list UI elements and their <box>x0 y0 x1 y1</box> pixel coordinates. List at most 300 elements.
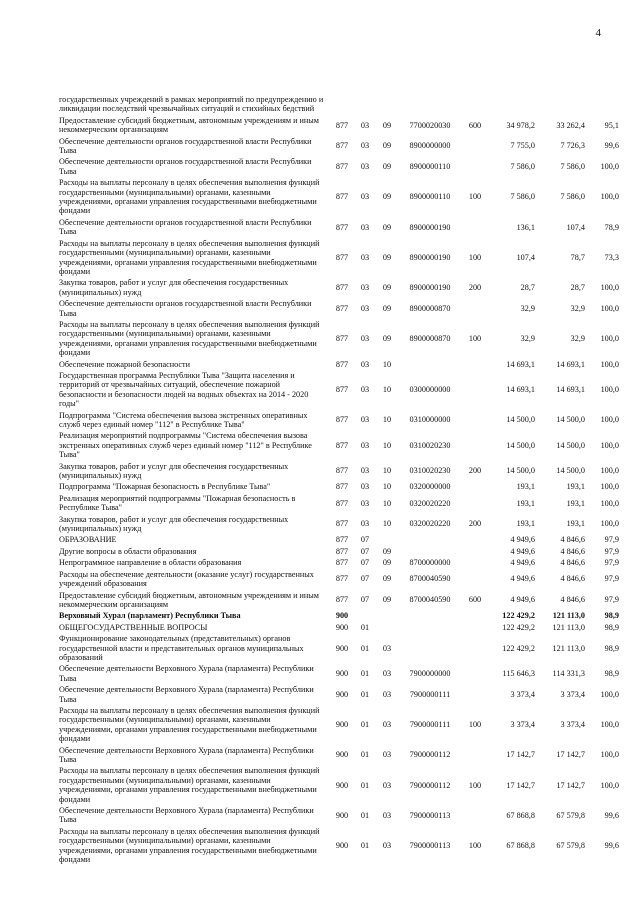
table-row <box>58 299 620 320</box>
admin-code: 877 <box>335 498 349 508</box>
subsection-code: 09 <box>382 222 392 232</box>
planned-amount: 14 500,0 <box>506 466 535 476</box>
target-article-code: 0310020230 <box>409 440 451 450</box>
actual-amount: 7 726,3 <box>560 141 585 151</box>
target-article-code: 8700000000 <box>409 558 451 568</box>
execution-percent: 78,9 <box>604 222 619 232</box>
actual-amount: 3 373,4 <box>560 689 585 699</box>
expense-type-code: 100 <box>468 334 482 344</box>
table-row <box>58 570 620 591</box>
table-row <box>58 558 620 569</box>
table-row <box>58 360 620 371</box>
target-article-code: 8900000190 <box>409 252 451 262</box>
section-code: 01 <box>360 780 370 790</box>
planned-amount: 17 142,7 <box>506 780 535 790</box>
admin-code: 877 <box>335 334 349 344</box>
actual-amount: 193,1 <box>566 519 585 529</box>
admin-code: 900 <box>335 720 349 730</box>
actual-amount: 121 113,0 <box>552 611 585 621</box>
actual-amount: 7 586,0 <box>560 162 585 172</box>
actual-amount: 4 846,6 <box>560 574 585 584</box>
expense-type-code <box>462 137 488 158</box>
section-code: 03 <box>360 334 370 344</box>
section-code: 07 <box>360 595 370 605</box>
item-name: Обеспечение пожарной безопасности <box>59 359 191 369</box>
planned-amount: 3 373,4 <box>510 689 535 699</box>
item-name: Подпрограмма "Пожарная безопасность в Республике Тыва" <box>59 482 271 492</box>
target-article-code: 7900000113 <box>409 840 451 850</box>
expense-type-code <box>462 570 488 591</box>
item-name: Государственная программа Республики Тыва "Защита населения и территорий от чрезвычайных ситуаций, обеспечение пожарной безопасности и безопасности людей на водных объектах на 2014 - 2020 годы" <box>59 370 309 409</box>
admin-code: 900 <box>335 810 349 820</box>
actual-amount: 4 846,6 <box>560 546 585 556</box>
table-row <box>58 218 620 239</box>
planned-amount: 14 693,1 <box>506 359 535 369</box>
planned-amount: 136,1 <box>516 222 535 232</box>
execution-percent: 98,9 <box>604 669 619 679</box>
subsection-code: 09 <box>382 546 392 556</box>
planned-amount: 32,9 <box>520 334 535 344</box>
admin-code: 877 <box>335 466 349 476</box>
target-article-code: 8900000110 <box>409 192 451 202</box>
subsection-code: 03 <box>382 750 392 760</box>
item-name: Обеспечение деятельности органов государственной власти Республики Тыва <box>59 136 312 156</box>
subsection-code: 03 <box>382 643 392 653</box>
actual-amount: 32,9 <box>570 303 585 313</box>
admin-code: 877 <box>335 535 349 545</box>
execution-percent: 98,9 <box>604 611 619 621</box>
execution-percent: 100,0 <box>600 162 619 172</box>
subsection-code: 09 <box>382 192 392 202</box>
item-name: Расходы на выплаты персоналу в целях обеспечения выполнения функций государственными (муниципальными) органами, казенными учреждениями, органами управления государственными внебюджетными фондами <box>59 826 320 865</box>
target-article-code: 7700020030 <box>409 120 451 130</box>
planned-amount: 3 373,4 <box>510 720 535 730</box>
execution-percent: 95,1 <box>604 120 619 130</box>
execution-percent <box>586 95 620 116</box>
execution-percent: 100,0 <box>600 689 619 699</box>
table-row <box>58 137 620 158</box>
subsection-code: 09 <box>382 303 392 313</box>
section-code: 03 <box>360 440 370 450</box>
target-article-code: 0320020220 <box>409 498 451 508</box>
subsection-code: 03 <box>382 720 392 730</box>
table-row <box>58 239 620 279</box>
subsection-code: 09 <box>382 283 392 293</box>
section-code: 03 <box>360 162 370 172</box>
planned-amount: 107,4 <box>516 252 535 262</box>
item-name: Верховный Хурал (парламент) Республики Тыва <box>59 611 241 621</box>
admin-code: 877 <box>335 141 349 151</box>
subsection-code <box>376 95 398 116</box>
item-name: Непрограммное направление в области образования <box>59 558 242 568</box>
section-code: 03 <box>360 303 370 313</box>
admin-code: 900 <box>335 750 349 760</box>
actual-amount: 14 693,1 <box>556 359 585 369</box>
subsection-code: 09 <box>382 162 392 172</box>
table-row <box>58 591 620 612</box>
table-row <box>58 535 620 546</box>
admin-code: 877 <box>335 415 349 425</box>
planned-amount: 67 868,8 <box>506 810 535 820</box>
table-row <box>58 685 620 706</box>
admin-code: 877 <box>335 440 349 450</box>
expense-type-code: 100 <box>468 252 482 262</box>
subsection-code: 03 <box>382 689 392 699</box>
item-name: Реализация мероприятий подпрограммы "Система обеспечения вызова экстренных оперативных служб через единый номер "112" в Республике Тыва" <box>59 431 312 460</box>
actual-amount: 78,7 <box>570 252 585 262</box>
actual-amount: 14 500,0 <box>556 415 585 425</box>
admin-code: 877 <box>335 252 349 262</box>
target-article-code: 8900000110 <box>409 162 451 172</box>
section-code: 01 <box>360 689 370 699</box>
actual-amount: 193,1 <box>566 482 585 492</box>
expense-type-code <box>462 218 488 239</box>
planned-amount: 7 586,0 <box>510 162 535 172</box>
item-name: Расходы на выплаты персоналу в целях обеспечения выполнения функций государственными (муниципальными) органами, казенными учреждениями, органами управления государственными внебюджетными фондами <box>59 178 320 216</box>
planned-amount: 122 429,2 <box>502 622 535 632</box>
planned-amount: 7 586,0 <box>510 192 535 202</box>
subsection-code: 03 <box>382 840 392 850</box>
actual-amount: 14 500,0 <box>556 466 585 476</box>
target-article-code: 7900000113 <box>409 810 451 820</box>
target-article-code: 7900000111 <box>409 720 451 730</box>
section-code: 01 <box>360 810 370 820</box>
planned-amount: 14 500,0 <box>506 415 535 425</box>
item-name: Подпрограмма "Система обеспечения вызова экстренных оперативных служб через единый номер "112" в Республике Тыва" <box>59 410 308 429</box>
actual-amount: 193,1 <box>566 498 585 508</box>
table-row <box>58 547 620 558</box>
subsection-code: 10 <box>382 415 392 425</box>
planned-amount: 193,1 <box>516 482 535 492</box>
execution-percent: 100,0 <box>600 192 619 202</box>
actual-amount: 17 142,7 <box>556 750 585 760</box>
subsection-code: 10 <box>382 519 392 529</box>
target-article-code <box>398 634 462 664</box>
target-article-code: 8900000870 <box>409 303 451 313</box>
target-article-code: 7900000112 <box>409 750 451 760</box>
section-code: 01 <box>360 720 370 730</box>
subsection-code: 10 <box>382 482 392 492</box>
admin-code: 877 <box>335 519 349 529</box>
table-row <box>58 320 620 360</box>
expense-type-code <box>462 634 488 664</box>
actual-amount: 14 693,1 <box>556 385 585 395</box>
execution-percent: 100,0 <box>600 359 619 369</box>
section-code: 03 <box>360 141 370 151</box>
admin-code: 900 <box>335 611 349 621</box>
actual-amount <box>536 95 586 116</box>
admin-code: 877 <box>335 482 349 492</box>
section-code <box>354 95 376 116</box>
planned-amount: 115 646,3 <box>502 669 535 679</box>
admin-code: 877 <box>335 595 349 605</box>
target-article-code: 0320000000 <box>409 482 451 492</box>
item-name: Обеспечение деятельности Верховного Хурала (парламента) Республики Тыва <box>59 664 314 683</box>
section-code: 03 <box>360 283 370 293</box>
section-code: 03 <box>360 359 370 369</box>
item-name: Закупка товаров, работ и услуг для обеспечения государственных (муниципальных) нужд <box>59 461 289 481</box>
section-code: 03 <box>360 482 370 492</box>
execution-percent: 100,0 <box>600 303 619 313</box>
actual-amount: 4 846,6 <box>560 535 585 545</box>
execution-percent: 100,0 <box>600 750 619 760</box>
target-article-code: 0310020230 <box>409 466 451 476</box>
target-article-code: 8700040590 <box>409 595 451 605</box>
expense-type-code <box>462 685 488 706</box>
item-name: Закупка товаров, работ и услуг для обеспечения государственных (муниципальных) нужд <box>59 514 289 534</box>
actual-amount: 33 262,4 <box>556 120 585 130</box>
admin-code: 877 <box>335 192 349 202</box>
actual-amount: 121 113,0 <box>552 622 585 632</box>
expense-type-code <box>462 494 488 515</box>
table-row <box>58 664 620 685</box>
expense-type-code: 100 <box>468 780 482 790</box>
budget-table <box>58 95 620 866</box>
expense-type-code <box>462 535 488 546</box>
expense-type-code: 600 <box>468 595 482 605</box>
section-code: 01 <box>360 622 370 632</box>
target-article-code: 8900000000 <box>409 141 451 151</box>
admin-code: 877 <box>335 283 349 293</box>
expense-type-code <box>462 746 488 767</box>
planned-amount: 4 949,6 <box>510 558 535 568</box>
subsection-code <box>376 623 398 634</box>
item-name: Реализация мероприятий подпрограммы "Пожарная безопасность в Республике Тыва" <box>59 493 296 513</box>
planned-amount: 32,9 <box>520 303 535 313</box>
subsection-code <box>376 611 398 622</box>
table-row <box>58 706 620 746</box>
actual-amount: 17 142,7 <box>556 780 585 790</box>
expense-type-code <box>462 547 488 558</box>
planned-amount: 7 755,0 <box>510 141 535 151</box>
execution-percent: 100,0 <box>600 780 619 790</box>
subsection-code: 10 <box>382 498 392 508</box>
expense-type-code: 100 <box>468 840 482 850</box>
actual-amount: 7 586,0 <box>560 192 585 202</box>
planned-amount <box>488 95 536 116</box>
subsection-code: 10 <box>382 385 392 395</box>
admin-code: 900 <box>335 643 349 653</box>
item-name: Закупка товаров, работ и услуг для обеспечения государственных (муниципальных) нужд <box>59 278 289 297</box>
actual-amount: 14 500,0 <box>556 440 585 450</box>
actual-amount: 28,7 <box>570 283 585 293</box>
planned-amount: 4 949,6 <box>510 546 535 556</box>
actual-amount: 67 579,8 <box>556 810 585 820</box>
target-article-code: 0320020220 <box>409 519 451 529</box>
actual-amount: 4 846,6 <box>560 558 585 568</box>
section-code <box>354 611 376 622</box>
table-row <box>58 611 620 622</box>
expense-type-code <box>462 611 488 622</box>
admin-code: 877 <box>335 546 349 556</box>
target-article-code <box>398 623 462 634</box>
item-name: Обеспечение деятельности органов государственной власти Республики Тыва <box>59 157 312 176</box>
target-article-code: 0310000000 <box>409 415 451 425</box>
admin-code: 877 <box>335 303 349 313</box>
table-row <box>58 95 620 116</box>
item-name: Расходы на выплаты персоналу в целях обеспечения выполнения функций государственными (муниципальными) органами, казенными учреждениями, органами управления государственными внебюджетными фондами <box>59 238 320 276</box>
table-row <box>58 515 620 536</box>
table-row <box>58 371 620 411</box>
target-article-code: 0300000000 <box>409 385 451 395</box>
actual-amount: 114 331,3 <box>552 669 585 679</box>
item-name: ОБРАЗОВАНИЕ <box>59 535 117 545</box>
expense-type-code <box>462 664 488 685</box>
execution-percent: 100,0 <box>600 720 619 730</box>
execution-percent: 97,9 <box>604 558 619 568</box>
planned-amount: 67 868,8 <box>506 840 535 850</box>
actual-amount: 107,4 <box>566 222 585 232</box>
admin-code: 900 <box>335 780 349 790</box>
subsection-code <box>376 535 398 546</box>
expense-type-code <box>462 371 488 411</box>
section-code: 07 <box>360 574 370 584</box>
execution-percent: 99,6 <box>604 141 619 151</box>
target-article-code <box>398 360 462 371</box>
subsection-code: 09 <box>382 120 392 130</box>
subsection-code: 10 <box>382 440 392 450</box>
admin-code <box>330 95 354 116</box>
execution-percent: 97,9 <box>604 546 619 556</box>
admin-code: 877 <box>335 162 349 172</box>
planned-amount: 17 142,7 <box>506 750 535 760</box>
subsection-code: 09 <box>382 558 392 568</box>
expense-type-code: 600 <box>468 120 482 130</box>
execution-percent: 73,3 <box>604 252 619 262</box>
execution-percent: 100,0 <box>600 482 619 492</box>
target-article-code: 8900000870 <box>409 334 451 344</box>
admin-code: 877 <box>335 558 349 568</box>
target-article-code: 7900000112 <box>409 780 451 790</box>
execution-percent: 100,0 <box>600 385 619 395</box>
planned-amount: 122 429,2 <box>502 611 535 621</box>
actual-amount: 121 113,0 <box>552 643 585 653</box>
section-code: 01 <box>360 669 370 679</box>
target-article-code <box>398 535 462 546</box>
section-code: 07 <box>360 558 370 568</box>
planned-amount: 4 949,6 <box>510 595 535 605</box>
planned-amount: 193,1 <box>516 498 535 508</box>
expense-type-code: 100 <box>468 192 482 202</box>
item-name: ОБЩЕГОСУДАРСТВЕННЫЕ ВОПРОСЫ <box>59 622 208 632</box>
target-article-code: 8700040590 <box>409 574 451 584</box>
subsection-code: 10 <box>382 359 392 369</box>
expense-type-code: 200 <box>468 283 482 293</box>
subsection-code: 09 <box>382 595 392 605</box>
table-row <box>58 116 620 137</box>
item-name: Обеспечение деятельности органов государственной власти Республики Тыва <box>59 299 312 318</box>
expense-type-code: 200 <box>468 519 482 529</box>
section-code: 03 <box>360 519 370 529</box>
execution-percent: 99,6 <box>604 840 619 850</box>
execution-percent: 100,0 <box>600 283 619 293</box>
table-row <box>58 746 620 767</box>
target-article-code <box>398 547 462 558</box>
expense-type-code <box>462 360 488 371</box>
section-code: 01 <box>360 643 370 653</box>
target-article-code: 7900000111 <box>409 689 451 699</box>
target-article-code: 7900000000 <box>409 669 451 679</box>
subsection-code: 03 <box>382 780 392 790</box>
table-row <box>58 827 620 867</box>
table-row <box>58 278 620 299</box>
execution-percent: 97,9 <box>604 535 619 545</box>
section-code: 03 <box>360 192 370 202</box>
expense-type-code: 100 <box>468 720 482 730</box>
target-article-code: 8900000190 <box>409 283 451 293</box>
target-article-code <box>398 95 462 116</box>
planned-amount: 28,7 <box>520 283 535 293</box>
admin-code: 877 <box>335 385 349 395</box>
section-code: 03 <box>360 498 370 508</box>
table-row <box>58 482 620 493</box>
actual-amount: 32,9 <box>570 334 585 344</box>
expense-type-code <box>462 482 488 493</box>
section-code: 01 <box>360 750 370 760</box>
actual-amount: 3 373,4 <box>560 720 585 730</box>
execution-percent: 99,6 <box>604 810 619 820</box>
actual-amount: 67 579,8 <box>556 840 585 850</box>
expense-type-code <box>462 558 488 569</box>
item-name: Расходы на обеспечение деятельности (оказание услуг) государственных учреждений образования <box>59 569 314 589</box>
section-code: 03 <box>360 415 370 425</box>
item-name: Расходы на выплаты персоналу в целях обеспечения выполнения функций государственными (муниципальными) органами, казенными учреждениями, органами управления государственными внебюджетными фондами <box>59 319 320 358</box>
admin-code: 900 <box>335 840 349 850</box>
table-row <box>58 634 620 664</box>
actual-amount: 4 846,6 <box>560 595 585 605</box>
section-code: 07 <box>360 535 370 545</box>
table-row <box>58 157 620 178</box>
item-name: Предоставление субсидий бюджетным, автономным учреждениям и иным некоммерческим организациям <box>59 115 319 135</box>
table-row <box>58 462 620 483</box>
section-code: 03 <box>360 466 370 476</box>
planned-amount: 122 429,2 <box>502 643 535 653</box>
expense-type-code <box>462 157 488 178</box>
table-row <box>58 494 620 515</box>
admin-code: 877 <box>335 222 349 232</box>
execution-percent: 100,0 <box>600 440 619 450</box>
section-code: 03 <box>360 252 370 262</box>
subsection-code: 10 <box>382 466 392 476</box>
section-code: 03 <box>360 385 370 395</box>
item-name: Функционирование законодательных (представительных) органов государственной власти и представительных органов муниципальных образований <box>59 634 304 662</box>
admin-code: 900 <box>335 669 349 679</box>
planned-amount: 14 500,0 <box>506 440 535 450</box>
section-code: 07 <box>360 546 370 556</box>
expense-type-code <box>462 431 488 461</box>
admin-code: 877 <box>335 359 349 369</box>
planned-amount: 34 978,2 <box>506 120 535 130</box>
table-row <box>58 806 620 827</box>
execution-percent: 100,0 <box>600 466 619 476</box>
subsection-code: 09 <box>382 574 392 584</box>
subsection-code: 03 <box>382 669 392 679</box>
planned-amount: 193,1 <box>516 519 535 529</box>
target-article-code: 8900000190 <box>409 222 451 232</box>
execution-percent: 100,0 <box>600 498 619 508</box>
subsection-code: 09 <box>382 141 392 151</box>
table-row <box>58 178 620 218</box>
planned-amount: 4 949,6 <box>510 535 535 545</box>
section-code: 03 <box>360 120 370 130</box>
admin-code: 900 <box>335 689 349 699</box>
page-number: 4 <box>595 27 601 39</box>
section-code: 03 <box>360 222 370 232</box>
execution-percent: 98,9 <box>604 622 619 632</box>
execution-percent: 97,9 <box>604 595 619 605</box>
expense-type-code <box>462 623 488 634</box>
expense-type-code <box>462 95 488 116</box>
